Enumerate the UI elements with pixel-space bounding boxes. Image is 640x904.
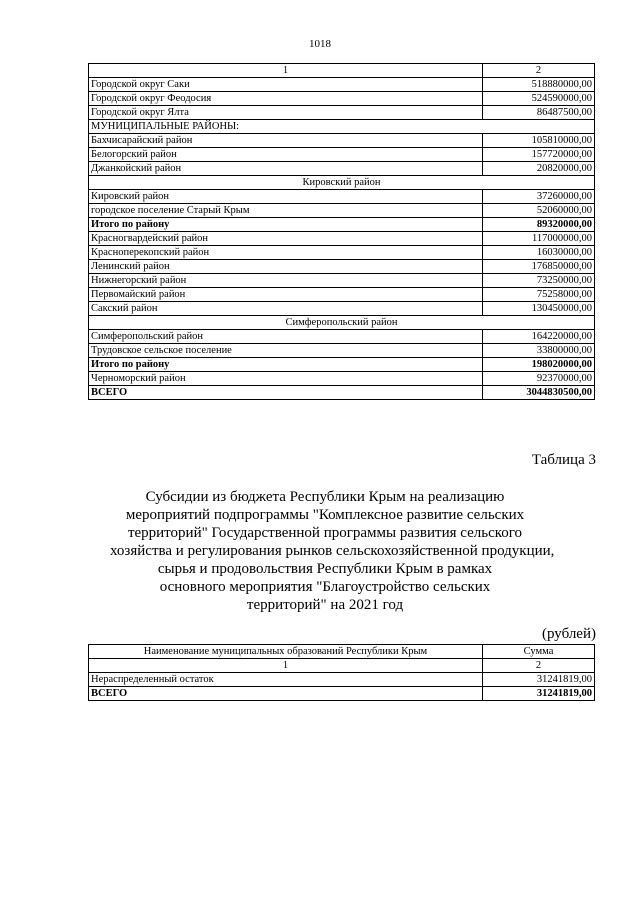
amount-cell: 164220000,00 <box>483 330 595 344</box>
table-row <box>89 92 595 106</box>
municipality-name-cell: Городской округ Феодосия <box>89 92 483 106</box>
table-title-line: сырья и продовольствия Республики Крым в рамках <box>157 561 493 577</box>
table-row <box>89 372 595 386</box>
group-label-cell: МУНИЦИПАЛЬНЫЕ РАЙОНЫ: <box>89 120 595 134</box>
amount-cell: 89320000,00 <box>483 218 595 232</box>
amount-cell: 524590000,00 <box>483 92 595 106</box>
table-title <box>110 488 555 614</box>
amount-cell: 117000000,00 <box>483 232 595 246</box>
municipality-name-cell: Первомайский район <box>89 288 483 302</box>
table-row <box>89 134 595 148</box>
amount-cell: 37260000,00 <box>483 190 595 204</box>
column-number-2: 2 <box>483 659 595 673</box>
group-label-row <box>89 120 595 134</box>
header-name-cell: Наименование муниципальных образований Республики Крым <box>89 645 483 659</box>
municipality-name-cell: Белогорский район <box>89 148 483 162</box>
amount-cell: 86487500,00 <box>483 106 595 120</box>
section-header-cell: Симферопольский район <box>89 316 595 330</box>
table-row <box>89 288 595 302</box>
subsidy-table-continued <box>88 63 595 400</box>
municipality-name-cell: Трудовское сельское поселение <box>89 344 483 358</box>
municipality-name-cell: Итого по району <box>89 358 483 372</box>
table-row <box>89 162 595 176</box>
municipality-name-cell: Городской округ Ялта <box>89 106 483 120</box>
column-number-1: 1 <box>89 64 483 78</box>
amount-cell: 198020000,00 <box>483 358 595 372</box>
table-row <box>89 673 595 687</box>
table-label: Таблица 3 <box>531 452 596 468</box>
column-number-row <box>89 64 595 78</box>
municipality-name-cell: Сакский район <box>89 302 483 316</box>
column-number-1: 1 <box>89 659 483 673</box>
municipality-name-cell: Городской округ Саки <box>89 78 483 92</box>
table-title-line: Субсидии из бюджета Республики Крым на реализацию <box>145 489 505 505</box>
column-number-row <box>89 659 595 673</box>
amount-cell: 73250000,00 <box>483 274 595 288</box>
total-row <box>89 687 595 701</box>
table-title-line: основного мероприятия "Благоустройство сельских <box>159 579 491 595</box>
amount-cell: 31241819,00 <box>483 687 595 701</box>
table-row <box>89 330 595 344</box>
section-header-row <box>89 176 595 190</box>
municipality-name-cell: Нижнегорский район <box>89 274 483 288</box>
section-header-cell: Кировский район <box>89 176 595 190</box>
amount-cell: 16030000,00 <box>483 246 595 260</box>
table-title-line: хозяйства и регулирования рынков сельскохозяйственной продукции, <box>110 543 555 559</box>
header-row <box>89 645 595 659</box>
amount-cell: 33800000,00 <box>483 344 595 358</box>
table-row <box>89 204 595 218</box>
table-row <box>89 302 595 316</box>
municipality-name-cell: Красноперекопский район <box>89 246 483 260</box>
municipality-name-cell: Симферопольский район <box>89 330 483 344</box>
total-row <box>89 218 595 232</box>
municipality-name-cell: ВСЕГО <box>89 687 483 701</box>
amount-cell: 52060000,00 <box>483 204 595 218</box>
table-row <box>89 148 595 162</box>
table-row <box>89 274 595 288</box>
table-title-line: территорий" на 2021 год <box>246 597 404 613</box>
municipality-name-cell: городское поселение Старый Крым <box>89 204 483 218</box>
table-row <box>89 190 595 204</box>
amount-cell: 31241819,00 <box>483 673 595 687</box>
amount-cell: 3044830500,00 <box>483 386 595 400</box>
amount-cell: 75258000,00 <box>483 288 595 302</box>
table-row <box>89 246 595 260</box>
municipality-name-cell: Кировский район <box>89 190 483 204</box>
section-header-row <box>89 316 595 330</box>
amount-cell: 518880000,00 <box>483 78 595 92</box>
municipality-name-cell: Нераспределенный остаток <box>89 673 483 687</box>
amount-cell: 105810000,00 <box>483 134 595 148</box>
units-label: (рублей) <box>541 626 596 642</box>
municipality-name-cell: Итого по району <box>89 218 483 232</box>
municipality-name-cell: Бахчисарайский район <box>89 134 483 148</box>
amount-cell: 92370000,00 <box>483 372 595 386</box>
amount-cell: 176850000,00 <box>483 260 595 274</box>
amount-cell: 130450000,00 <box>483 302 595 316</box>
page-number: 1018 <box>309 38 331 50</box>
total-row <box>89 358 595 372</box>
column-number-2: 2 <box>483 64 595 78</box>
header-amount-cell: Сумма <box>483 645 595 659</box>
table-row <box>89 232 595 246</box>
table-row <box>89 106 595 120</box>
table-row <box>89 260 595 274</box>
amount-cell: 20820000,00 <box>483 162 595 176</box>
municipality-name-cell: Черноморский район <box>89 372 483 386</box>
municipality-name-cell: Ленинский район <box>89 260 483 274</box>
table-row <box>89 344 595 358</box>
subsidy-table-3 <box>88 644 595 701</box>
table-row <box>89 78 595 92</box>
municipality-name-cell: Красногвардейский район <box>89 232 483 246</box>
municipality-name-cell: Джанкойский район <box>89 162 483 176</box>
total-row <box>89 386 595 400</box>
amount-cell: 157720000,00 <box>483 148 595 162</box>
municipality-name-cell: ВСЕГО <box>89 386 483 400</box>
table-title-line: мероприятий подпрограммы "Комплексное развитие сельских <box>125 507 525 523</box>
table-title-line: территорий" Государственной программы развития сельского <box>127 525 523 541</box>
